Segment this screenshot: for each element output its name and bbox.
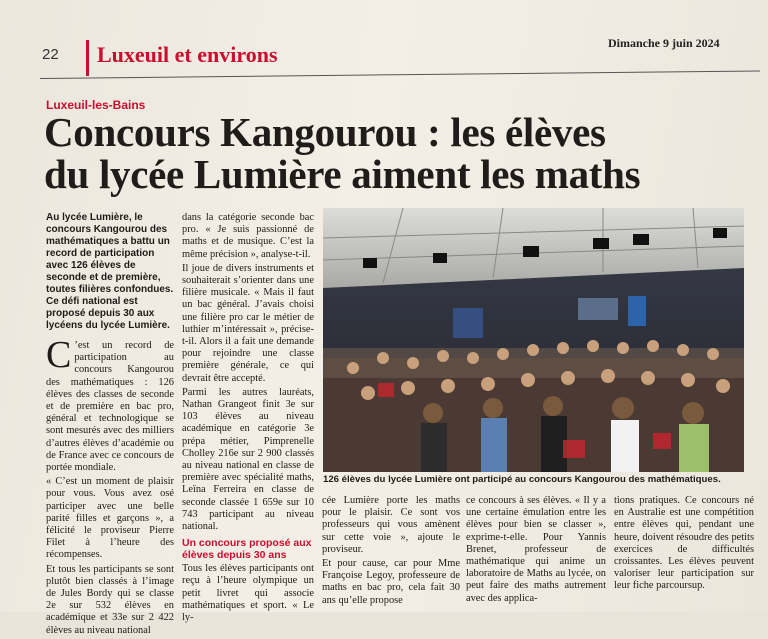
photo-caption: 126 élèves du lycée Lumière ont participé au concours Kangourou des mathématiques. bbox=[323, 474, 721, 485]
paragraph-11: tions pratiques. Ce concours né en Australie est une compétition entre élèves qui, pendant une heure, doivent résoudre des petits exercices de difficultés croissantes. Les élèves peuvent valoriser leur participation sur leur fiche parcoursup. bbox=[614, 495, 754, 592]
paragraph-2: « C’est un moment de plaisir pour vous. Vous avez osé participer avec une belle parité filles et garçons », a félicité le proviseur Pierre Filet à l’heure des récompenses. bbox=[46, 476, 174, 561]
paragraph-6: Parmi les autres lauréats, Nathan Grangeot finit 3e sur 103 élèves au niveau académique en catégorie 3e prépa métier, Pimprenelle Cholley 216e sur 2 900 classés au niveau national en classe de première avec spécialité maths, Leïna Ferreira en classe de seconde classée 1 659e sur 10 743 participant au niveau national. bbox=[182, 386, 314, 533]
section-divider bbox=[86, 40, 89, 76]
paragraph-1: C ’est un record de participation au concours Kangourou des mathématiques : 126 élèves des classes de seconde et de première en bac pro, général et technologique se sont mesurés avec des milliers d’autres élèves d’académie ou de France avec ce concours de portée mondiale. bbox=[46, 334, 174, 474]
headline-line-2: du lycée Lumière aiment les maths bbox=[44, 151, 641, 197]
column-5 bbox=[614, 495, 754, 595]
paragraph-5: Il joue de divers instruments et souhaiterait s’orienter dans une filière musicale. « Mais il faut un bac général. J’avais choisi une filière pro car le métier de luthier m’intéressait », précise-t-il. Alors il a fait une demande pour rejoindre une classe première générale, ce qui devrait être accepté. bbox=[182, 262, 314, 384]
article-kicker: Luxeuil-les-Bains bbox=[46, 98, 146, 112]
article-lead: Au lycée Lumière, le concours Kangourou des mathématiques a battu un record de participation avec 126 élèves de seconde et de première, toutes filières confondues. Ce défi national est proposé depuis 30 aux lycéens du lycée Lumière. bbox=[46, 212, 174, 331]
paragraph-9: Et pour cause, car pour Mme Françoise Legoy, professeure de maths en bac pro, cela fait 30 ans qu’elle propose bbox=[322, 558, 460, 606]
article-headline bbox=[44, 111, 764, 195]
paragraph-3: Et tous les participants se sont plutôt bien classés à l’image de Jules Bordy qui se classe 2e sur 532 élèves en académique et 33e sur 2 422 élèves au niveau national bbox=[46, 563, 174, 636]
paragraph-10: ce concours à ses élèves. « Il y a une certaine émulation entre les élèves pour bien se classer », exprime-t-elle. Pour Yannis Brenet, professeur de mathématique qui anime un laboratoire de Maths au lycée, on peut faire des maths autrement avec des applica- bbox=[466, 495, 606, 604]
column-3 bbox=[322, 495, 460, 609]
header-rule bbox=[40, 70, 760, 79]
column-1-body bbox=[46, 334, 174, 639]
drop-cap: C bbox=[46, 334, 72, 376]
issue-date: Dimanche 9 juin 2024 bbox=[608, 36, 720, 50]
paragraph-4: dans la catégorie seconde bac pro. « Je suis passionné de maths et de musique. C’est la même précision », analyse-t-il. bbox=[182, 212, 314, 260]
article-subhead: Un concours proposé aux élèves depuis 30 ans bbox=[182, 537, 312, 562]
paragraph-8: cée Lumière porte les maths pour le plaisir. Ce sont vos professeurs qui vous amènent sur cette voie », ajoute le proviseur. bbox=[322, 495, 460, 555]
headline-line-1: Concours Kangourou : les élèves bbox=[44, 109, 606, 155]
article-photo bbox=[323, 208, 744, 472]
page-number: 22 bbox=[42, 46, 59, 63]
column-4 bbox=[466, 495, 606, 607]
column-2 bbox=[182, 212, 314, 626]
column-1-lead bbox=[46, 212, 174, 334]
auditorium-photo-illustration bbox=[323, 208, 744, 472]
paragraph-7: Tous les élèves participants ont reçu à l’heure olympique un petit livret qui associe mathématiques et sport. « Le ly- bbox=[182, 563, 314, 624]
section-title: Luxeuil et environs bbox=[97, 42, 278, 67]
